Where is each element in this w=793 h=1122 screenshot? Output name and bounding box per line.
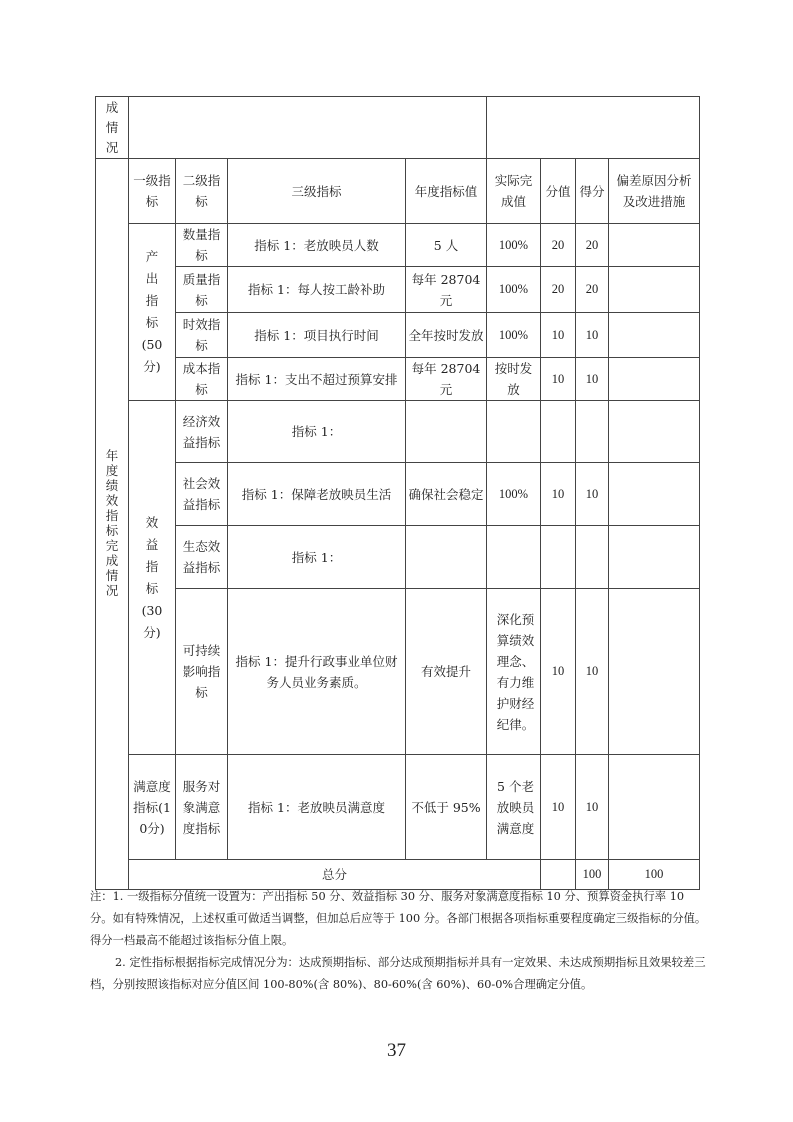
actual-cell: 100%	[487, 267, 541, 313]
score-cell: 10	[576, 755, 609, 860]
level2-cell: 成本指标	[176, 358, 228, 401]
actual-cell: 100%	[487, 313, 541, 358]
completion-row	[96, 97, 700, 159]
target-cell	[406, 401, 487, 463]
header-deviation: 偏差原因分析及改进措施	[609, 159, 700, 224]
score-cell	[576, 526, 609, 589]
value-cell	[541, 401, 576, 463]
score-cell: 20	[576, 267, 609, 313]
section-label: 年度绩效指标完成情况	[105, 447, 119, 598]
actual-cell: 5 个老放映员满意度	[487, 755, 541, 860]
score-cell: 10	[576, 463, 609, 526]
level2-cell: 数量指标	[176, 224, 228, 267]
deviation-cell	[609, 313, 700, 358]
deviation-cell	[609, 589, 700, 755]
target-cell: 全年按时发放	[406, 313, 487, 358]
level2-cell: 可持续影响指标	[176, 589, 228, 755]
notes	[90, 886, 710, 996]
level3-cell: 指标 1：提升行政事业单位财务人员业务素质。	[228, 589, 406, 755]
table-row	[96, 755, 700, 860]
target-cell: 确保社会稳定	[406, 463, 487, 526]
table-row	[96, 589, 700, 755]
level2-cell: 时效指标	[176, 313, 228, 358]
target-cell: 每年 28704元	[406, 358, 487, 401]
level3-cell: 指标 1：每人按工龄补助	[228, 267, 406, 313]
actual-cell: 深化预算绩效理念、有力维护财经纪律。	[487, 589, 541, 755]
performance-table	[95, 96, 700, 890]
level2-cell: 社会效益指标	[176, 463, 228, 526]
group-output-cell	[129, 224, 176, 401]
header-score-got: 得分	[576, 159, 609, 224]
deviation-cell	[609, 526, 700, 589]
deviation-cell	[609, 358, 700, 401]
actual-cell	[487, 401, 541, 463]
level2-cell: 服务对象满意度指标	[176, 755, 228, 860]
deviation-cell	[609, 267, 700, 313]
header-score-value: 分值	[541, 159, 576, 224]
header-level3: 三级指标	[228, 159, 406, 224]
note-2: 2. 定性指标根据指标完成情况分为：达成预期指标、部分达成预期指标并具有一定效果、未达成预期指标且效果较差三档，分别按照该指标对应分值区间 100-80%(含 80%)、80-60%(含 60%)、60-0%合理确定分值。	[90, 956, 706, 991]
total-value: 100	[576, 860, 609, 890]
value-cell: 10	[541, 313, 576, 358]
score-cell	[576, 401, 609, 463]
header-level1: 一级指标	[129, 159, 176, 224]
level2-cell: 质量指标	[176, 267, 228, 313]
group-output-label: 产出指标(50分)	[141, 249, 163, 374]
group-satisfaction-cell: 满意度指标(10分)	[129, 755, 176, 860]
group-benefit-cell	[129, 401, 176, 755]
target-cell: 每年 28704元	[406, 267, 487, 313]
table-row	[96, 313, 700, 358]
header-level2: 二级指标	[176, 159, 228, 224]
page-number: 37	[387, 1040, 406, 1061]
total-actual-cell	[541, 860, 576, 890]
level3-cell: 指标 1：支出不超过预算安排	[228, 358, 406, 401]
table-row	[96, 358, 700, 401]
total-label: 总分	[129, 860, 541, 890]
completion-label: 成情况	[105, 99, 119, 155]
level3-cell: 指标 1：老放映员人数	[228, 224, 406, 267]
score-cell: 20	[576, 224, 609, 267]
section-label-cell	[96, 159, 129, 890]
table-row	[96, 267, 700, 313]
level3-cell: 指标 1：	[228, 401, 406, 463]
header-annual-target: 年度指标值	[406, 159, 487, 224]
deviation-cell	[609, 463, 700, 526]
value-cell: 10	[541, 463, 576, 526]
table-row	[96, 526, 700, 589]
actual-cell: 100%	[487, 224, 541, 267]
value-cell: 10	[541, 589, 576, 755]
table-row	[96, 224, 700, 267]
completion-extra-cell	[487, 97, 700, 159]
target-cell	[406, 526, 487, 589]
score-cell: 10	[576, 589, 609, 755]
actual-cell: 100%	[487, 463, 541, 526]
level2-cell: 生态效益指标	[176, 526, 228, 589]
header-row	[96, 159, 700, 224]
value-cell: 20	[541, 224, 576, 267]
target-cell: 5 人	[406, 224, 487, 267]
level3-cell: 指标 1：老放映员满意度	[228, 755, 406, 860]
target-cell: 不低于 95%	[406, 755, 487, 860]
total-row	[96, 860, 700, 890]
value-cell	[541, 526, 576, 589]
level3-cell: 指标 1：	[228, 526, 406, 589]
actual-cell: 按时发放	[487, 358, 541, 401]
actual-cell	[487, 526, 541, 589]
value-cell: 10	[541, 358, 576, 401]
deviation-cell	[609, 401, 700, 463]
completion-label-cell	[96, 97, 129, 159]
target-cell: 有效提升	[406, 589, 487, 755]
table-row	[96, 463, 700, 526]
table-row	[96, 401, 700, 463]
level3-cell: 指标 1：保障老放映员生活	[228, 463, 406, 526]
level2-cell: 经济效益指标	[176, 401, 228, 463]
score-cell: 10	[576, 313, 609, 358]
score-cell: 10	[576, 358, 609, 401]
level3-cell: 指标 1：项目执行时间	[228, 313, 406, 358]
value-cell: 20	[541, 267, 576, 313]
completion-content-cell	[129, 97, 487, 159]
group-benefit-label: 效益指标(30分)	[141, 514, 163, 640]
value-cell: 10	[541, 755, 576, 860]
total-score: 100	[609, 860, 700, 890]
header-actual: 实际完成值	[487, 159, 541, 224]
deviation-cell	[609, 755, 700, 860]
deviation-cell	[609, 224, 700, 267]
note-1: 注：1. 一级指标分值统一设置为：产出指标 50 分、效益指标 30 分、服务对象满意度指标 10 分、预算资金执行率 10 分。如有特殊情况，上述权重可做适当调整，但加总后应等于 100 分。各部门根据各项指标重要程度确定三级指标的分值。得分一档最高不能超过该指标分值上限。	[90, 890, 707, 947]
